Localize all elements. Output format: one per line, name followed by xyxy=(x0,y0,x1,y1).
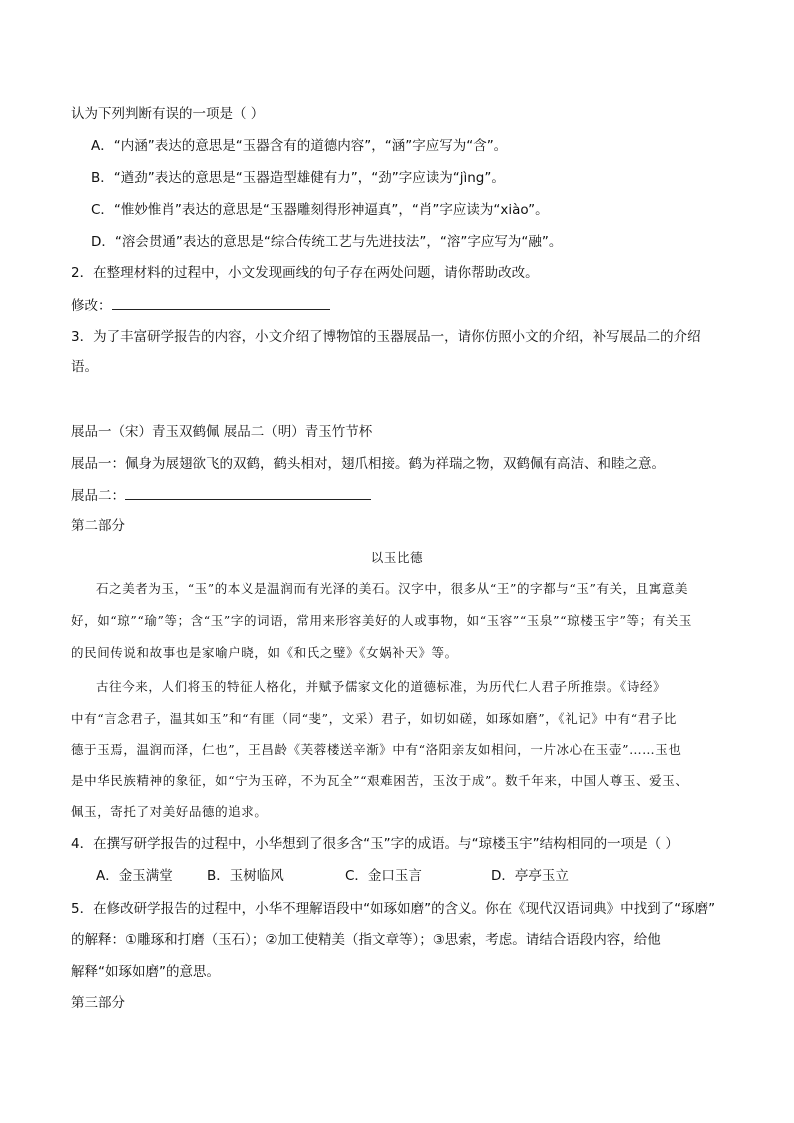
exhibit-titles: 展品一（宋）青玉双鹤佩 展品二（明）青玉竹节杯 xyxy=(71,424,373,440)
exhibit2-label: 展品二： xyxy=(71,488,125,504)
q4-option-c: C．金口玉言 xyxy=(345,868,422,884)
passage-line: 好，如“琼”“瑜”等；含“玉”字的词语，常用来形容美好的人或事物，如“玉容”“玉泉”“琼楼玉宇”等；有关玉 xyxy=(71,613,692,628)
q1-option-b: B．“遒劲”表达的意思是“玉器造型雄健有力”，“劲”字应读为“jìng”。 xyxy=(91,170,505,186)
q5-stem-line: 5．在修改研学报告的过程中，小华不理解语段中“如琢如磨”的含义。你在《现代汉语词典》中找到了“琢磨” xyxy=(71,901,716,917)
exhibit2-answer-blank[interactable] xyxy=(125,485,371,500)
passage-line: 德于玉焉，温润而泽，仁也”，王昌龄《芙蓉楼送辛渐》中有“洛阳亲友如相问，一片冰心在玉壶”……玉也 xyxy=(71,742,682,757)
q1-stem-tail: 认为下列判断有误的一项是（ ） xyxy=(71,106,265,122)
q4-options xyxy=(96,866,569,886)
q5-stem-line: 的解释：①雕琢和打磨（玉石）；②加工使精美（指文章等）；③思索，考虑。请结合语段内容，给他 xyxy=(71,932,661,948)
q4-option-d: D．亭亭玉立 xyxy=(491,868,569,884)
passage-line: 中有“言念君子，温其如玉”和“有匪（同“斐”，文采）君子，如切如磋，如琢如磨”，《礼记》中有“君子比 xyxy=(71,711,677,726)
q2-answer-blank[interactable] xyxy=(112,295,330,310)
q1-option-d: D．“溶会贯通”表达的意思是“综合传统工艺与先进技法”，“溶”字应写为“融”。 xyxy=(91,234,563,250)
passage-line: 是中华民族精神的象征，如“宁为玉碎，不为瓦全”“艰难困苦，玉汝于成”。数千年来，中国人尊玉、爱玉、 xyxy=(71,773,689,788)
q2-stem: 2．在整理材料的过程中，小文发现画线的句子存在两处问题，请你帮助改改。 xyxy=(71,265,539,281)
q1-option-a: A．“内涵”表达的意思是“玉器含有的道德内容”，“涵”字应写为“含”。 xyxy=(91,138,508,154)
q5-stem-line: 解释“如琢如磨”的意思。 xyxy=(71,964,220,980)
q1-option-c: C．“惟妙惟肖”表达的意思是“玉器雕刻得形神逼真”，“肖”字应读为“xiào”。 xyxy=(91,202,549,218)
passage-line: 古往今来，人们将玉的特征人格化，并赋予儒家文化的道德标准，为历代仁人君子所推崇。《诗经》 xyxy=(96,679,667,694)
passage-line: 石之美者为玉，“玉”的本义是温润而有光泽的美石。汉字中，很多从“王”的字都与“玉”有关，且寓意美 xyxy=(96,581,689,596)
part2-heading: 第二部分 xyxy=(71,518,125,534)
passage-line: 的民间传说和故事也是家喻户晓，如《和氏之璧》《女娲补天》等。 xyxy=(71,645,458,660)
part3-heading: 第三部分 xyxy=(71,995,125,1011)
passage-title: 以玉比德 xyxy=(370,550,424,565)
q4-option-a: A．金玉满堂 xyxy=(96,868,173,884)
exhibit2-row xyxy=(71,485,371,506)
q3-stem-line2: 语。 xyxy=(71,359,98,375)
q4-stem: 4．在撰写研学报告的过程中，小华想到了很多含“玉”字的成语。与“琼楼玉宇”结构相同的一项是（ ） xyxy=(71,836,679,852)
q4-option-b: B．玉树临风 xyxy=(207,868,284,884)
q3-stem-line1: 3．为了丰富研学报告的内容，小文介绍了博物馆的玉器展品一，请你仿照小文的介绍，补写展品二的介绍 xyxy=(71,329,701,345)
q2-fix-label: 修改： xyxy=(71,298,112,314)
passage-line: 佩玉，寄托了对美好品德的追求。 xyxy=(71,804,268,819)
exhibit1-intro: 展品一：佩身为展翅欲飞的双鹤，鹤头相对，翅爪相接。鹤为祥瑞之物，双鹤佩有高洁、和睦之意。 xyxy=(71,456,665,472)
q2-fix-row xyxy=(71,295,330,316)
